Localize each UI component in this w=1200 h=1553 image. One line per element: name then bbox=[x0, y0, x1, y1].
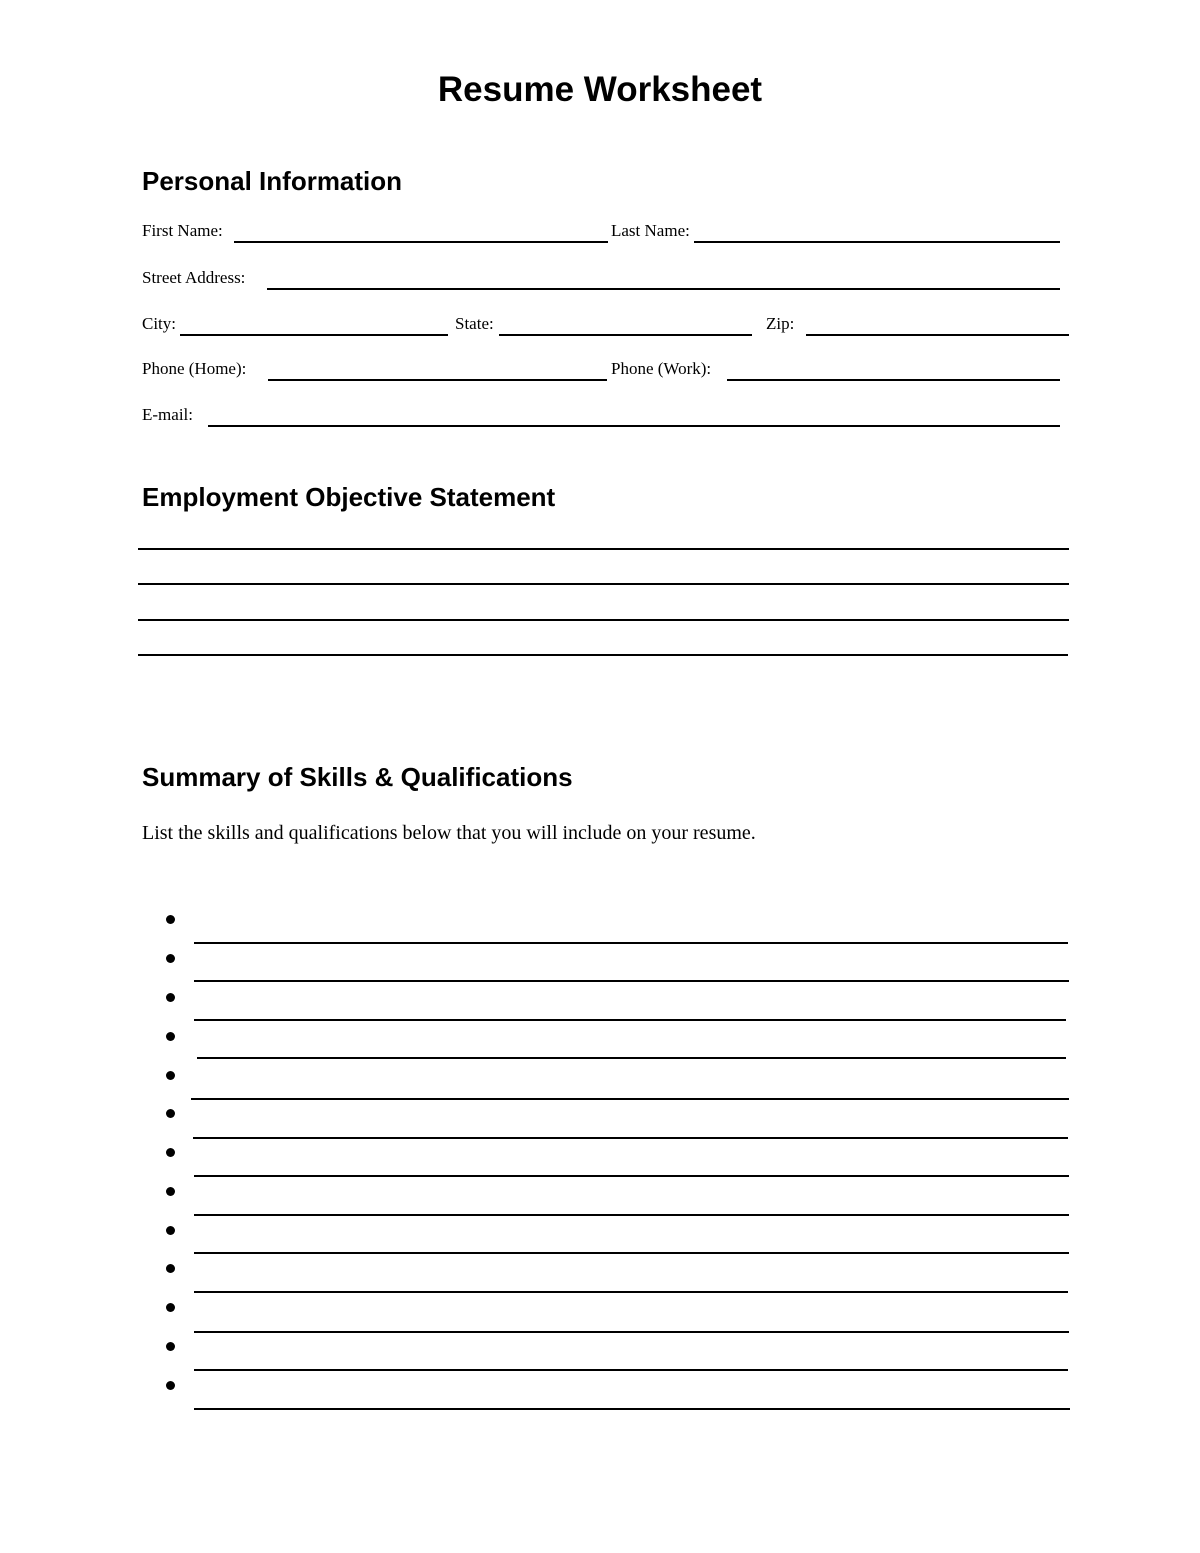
bullet-icon bbox=[166, 1032, 175, 1041]
last-name-field[interactable] bbox=[694, 215, 1060, 243]
personal-info-heading: Personal Information bbox=[142, 166, 403, 196]
last-name-label: Last Name: bbox=[611, 221, 690, 240]
skill-line[interactable] bbox=[194, 1226, 1069, 1254]
email-label: E-mail: bbox=[142, 405, 193, 424]
page-title: Resume Worksheet bbox=[437, 70, 763, 109]
skill-line[interactable] bbox=[194, 916, 1068, 944]
bullet-icon bbox=[166, 1303, 175, 1312]
objective-heading: Employment Objective Statement bbox=[142, 482, 556, 512]
city-label: City: bbox=[142, 314, 177, 333]
state-label: State: bbox=[455, 314, 494, 333]
bullet-icon bbox=[166, 1381, 175, 1390]
skill-line[interactable] bbox=[194, 1343, 1068, 1371]
skill-line[interactable] bbox=[191, 1072, 1069, 1100]
skill-line[interactable] bbox=[193, 1111, 1068, 1139]
zip-field[interactable] bbox=[806, 308, 1069, 336]
phone-home-field[interactable] bbox=[268, 353, 607, 381]
bullet-icon bbox=[166, 1148, 175, 1157]
bullet-icon bbox=[166, 1187, 175, 1196]
skill-line[interactable] bbox=[194, 1149, 1069, 1177]
bullet-icon bbox=[166, 993, 175, 1002]
skill-line[interactable] bbox=[194, 1382, 1070, 1410]
bullet-icon bbox=[166, 1071, 175, 1080]
objective-line[interactable] bbox=[138, 593, 1069, 621]
city-field[interactable] bbox=[180, 308, 448, 336]
skills-heading: Summary of Skills & Qualifications bbox=[142, 762, 573, 792]
street-address-label: Street Address: bbox=[142, 268, 246, 287]
skill-line[interactable] bbox=[194, 954, 1069, 982]
skill-line[interactable] bbox=[194, 1305, 1069, 1333]
phone-work-field[interactable] bbox=[727, 353, 1060, 381]
skill-line[interactable] bbox=[194, 1188, 1069, 1216]
zip-label: Zip: bbox=[766, 314, 795, 333]
skill-line[interactable] bbox=[197, 1031, 1066, 1059]
objective-line[interactable] bbox=[138, 557, 1069, 585]
objective-line[interactable] bbox=[138, 628, 1068, 656]
street-address-field[interactable] bbox=[267, 262, 1060, 290]
skill-line[interactable] bbox=[194, 993, 1066, 1021]
bullet-icon bbox=[166, 954, 175, 963]
phone-work-label: Phone (Work): bbox=[611, 359, 712, 378]
skill-line[interactable] bbox=[194, 1265, 1068, 1293]
bullet-icon bbox=[166, 1264, 175, 1273]
email-field[interactable] bbox=[208, 399, 1060, 427]
bullet-icon bbox=[166, 1342, 175, 1351]
bullet-icon bbox=[166, 915, 175, 924]
skills-instructions: List the skills and qualifications below that you will include on your resume. bbox=[142, 822, 756, 844]
objective-line[interactable] bbox=[138, 522, 1069, 550]
state-field[interactable] bbox=[499, 308, 752, 336]
bullet-icon bbox=[166, 1109, 175, 1118]
first-name-label: First Name: bbox=[142, 221, 223, 240]
first-name-field[interactable] bbox=[234, 215, 608, 243]
phone-home-label: Phone (Home): bbox=[142, 359, 247, 378]
bullet-icon bbox=[166, 1226, 175, 1235]
